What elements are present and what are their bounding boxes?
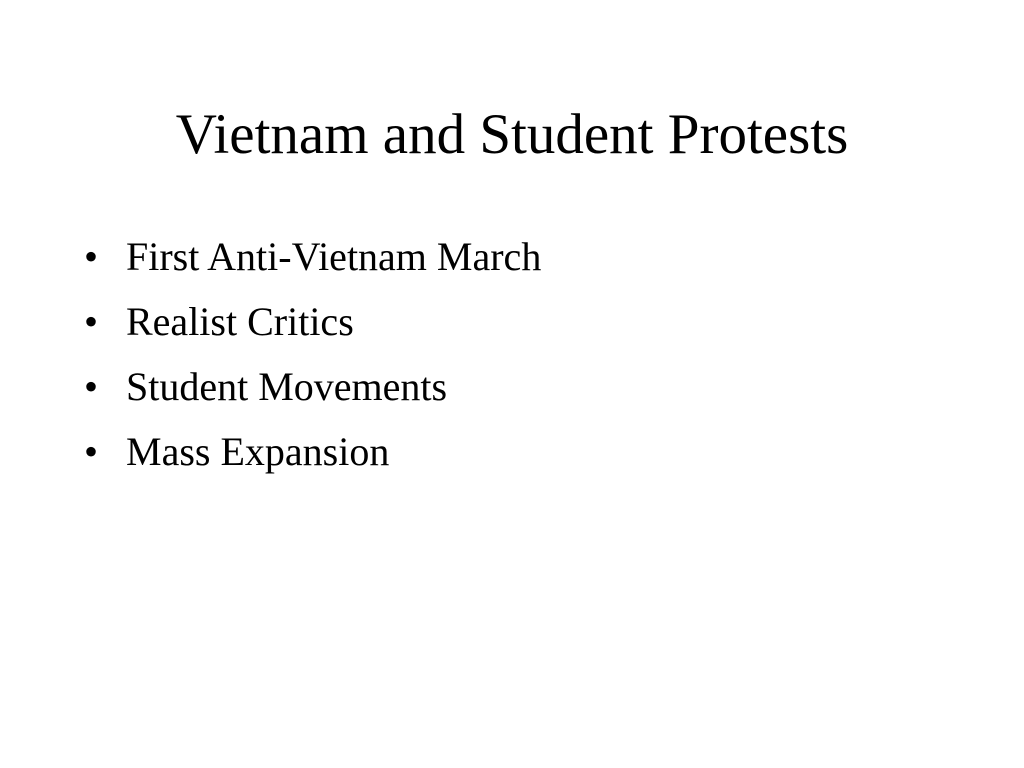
slide-title: Vietnam and Student Protests xyxy=(175,103,849,166)
bullet-text: First Anti-Vietnam March xyxy=(126,234,542,279)
bullet-text: Realist Critics xyxy=(126,299,354,344)
bullet-icon: • xyxy=(84,234,99,279)
bullet-icon: • xyxy=(84,364,99,409)
bullet-icon: • xyxy=(84,299,99,344)
bullet-icon: • xyxy=(84,429,99,474)
bullet-text: Mass Expansion xyxy=(126,429,390,474)
bullet-text: Student Movements xyxy=(126,364,448,409)
